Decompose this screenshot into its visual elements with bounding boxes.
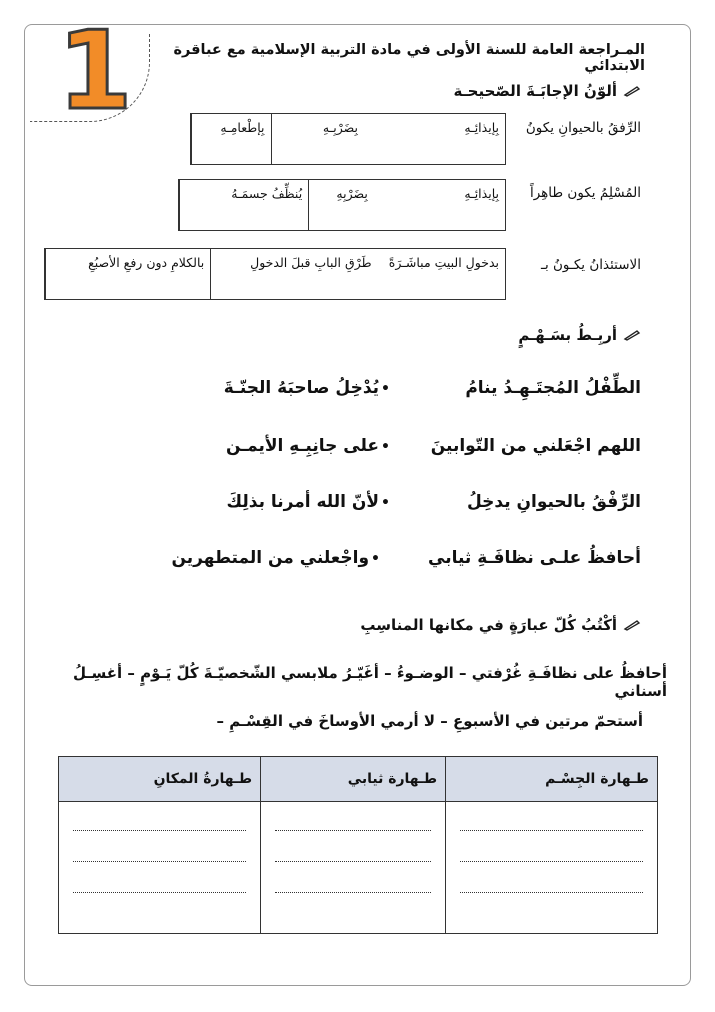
answer-line[interactable]: [460, 843, 643, 862]
answer-cell[interactable]: [446, 802, 658, 934]
column-header: طـهارة ثيابي: [261, 757, 446, 802]
answer-line[interactable]: [275, 812, 431, 831]
match-left-item[interactable]: الرِّفْقُ بالحيوانِ يدخِلُ: [466, 492, 641, 512]
phrases-line: أحافظُ على نظافَـةِ غُرْفتي – الوضـوءُ – أغَيّـرُ ملابسي الشّخصيّـةَ كُلّ يَـوْمٍ – أغسِـلُ أسناني: [72, 664, 667, 700]
question1-label: الرِّفقُ بالحيوانِ يكونُ: [525, 120, 641, 136]
column-header: طـهارةُ المكانِ: [59, 757, 261, 802]
question3-option[interactable]: بالكلامِ دون رفعِ الأصبُعِ: [45, 249, 210, 299]
pencil-icon: [623, 619, 641, 631]
match-right-item[interactable]: [224, 378, 390, 398]
column-header: طـهارة الجِسْـم: [446, 757, 658, 802]
match-right-item[interactable]: [227, 492, 390, 512]
page-title: المـراجعة العامة للسنة الأولى في مادة التربية الإسلامية مع عباقرة الابتدائي: [173, 42, 645, 74]
question2-option[interactable]: بِإيذائِـهِ: [464, 186, 499, 201]
match-left-item[interactable]: اللهم اجْعَلني من التّوابينَ: [430, 436, 641, 456]
phrases-line: أستحمّ مرتين في الأسبوعِ – لا أرمي الأوساخَ في القِسْـمِ –: [216, 712, 643, 730]
answer-cell[interactable]: [59, 802, 261, 934]
question2-option[interactable]: بِضَرْبِهِ: [308, 180, 374, 230]
match-left-item[interactable]: الطِّفْلُ المُجتَـهِـدُ ينامُ: [465, 378, 641, 398]
question2-label: المُسْلِمُ يكون طاهِراً: [529, 185, 641, 201]
section3-heading-text: أكْتُبُ كُلّ عبارَةٍ في مكانها المناسِبِ: [360, 616, 617, 634]
sorting-table: [58, 756, 658, 934]
question2-options: [178, 179, 506, 231]
question1-option[interactable]: بِضَرْبِـهِ: [271, 114, 364, 164]
bullet-dot: •: [381, 439, 390, 455]
section2-heading-text: أربِـطُ بسَـهْـمٍ: [518, 326, 617, 344]
answer-line[interactable]: [460, 874, 643, 893]
question2-option[interactable]: يُنظِّفُ جسمَـهُ: [179, 180, 308, 230]
pencil-icon: [623, 85, 641, 97]
answer-line[interactable]: [73, 843, 246, 862]
match-right-text: يُدْخِلُ صاحبَهُ الجنّـةَ: [223, 378, 380, 398]
question3-option[interactable]: بدخولِ البيتِ مباشَـرَةً: [388, 255, 499, 270]
match-right-text: لأنّ الله أمرنا بذلِكَ: [226, 492, 380, 512]
match-left-item[interactable]: أحافظُ علـى نظافَـةِ ثيابي: [428, 548, 641, 568]
question3-option[interactable]: طَرْقِ البابِ قبلَ الدخولِ: [210, 249, 377, 299]
question3-label: الاستئذانُ يكـونُ بـ: [540, 257, 641, 273]
pencil-icon: [623, 329, 641, 341]
bullet-dot: •: [381, 381, 390, 397]
answer-line[interactable]: [460, 812, 643, 831]
question1-options: [190, 113, 506, 165]
question1-option[interactable]: بِإطْعامِـهِ: [191, 114, 271, 164]
section1-heading-text: ألوّنُ الإجابَـةَ الصّحيحـة: [453, 82, 617, 100]
bullet-dot: •: [371, 551, 380, 567]
bullet-dot: •: [381, 495, 390, 511]
answer-cell[interactable]: [261, 802, 446, 934]
answer-line[interactable]: [73, 874, 246, 893]
answer-line[interactable]: [275, 843, 431, 862]
badge-number: 1: [57, 9, 133, 134]
match-right-text: على جانِبِـهِ الأيمـن: [226, 436, 380, 456]
section3-heading: [360, 616, 641, 634]
match-right-item[interactable]: [226, 436, 390, 456]
section2-heading: [518, 326, 641, 344]
answer-line[interactable]: [275, 874, 431, 893]
question3-options: [44, 248, 506, 300]
match-right-text: واجْعلني من المتطهرين: [171, 548, 370, 568]
question1-option[interactable]: بِإيذائِـهِ: [464, 120, 499, 135]
section1-heading: [453, 82, 641, 100]
answer-line[interactable]: [73, 812, 246, 831]
match-right-item[interactable]: [171, 548, 380, 568]
